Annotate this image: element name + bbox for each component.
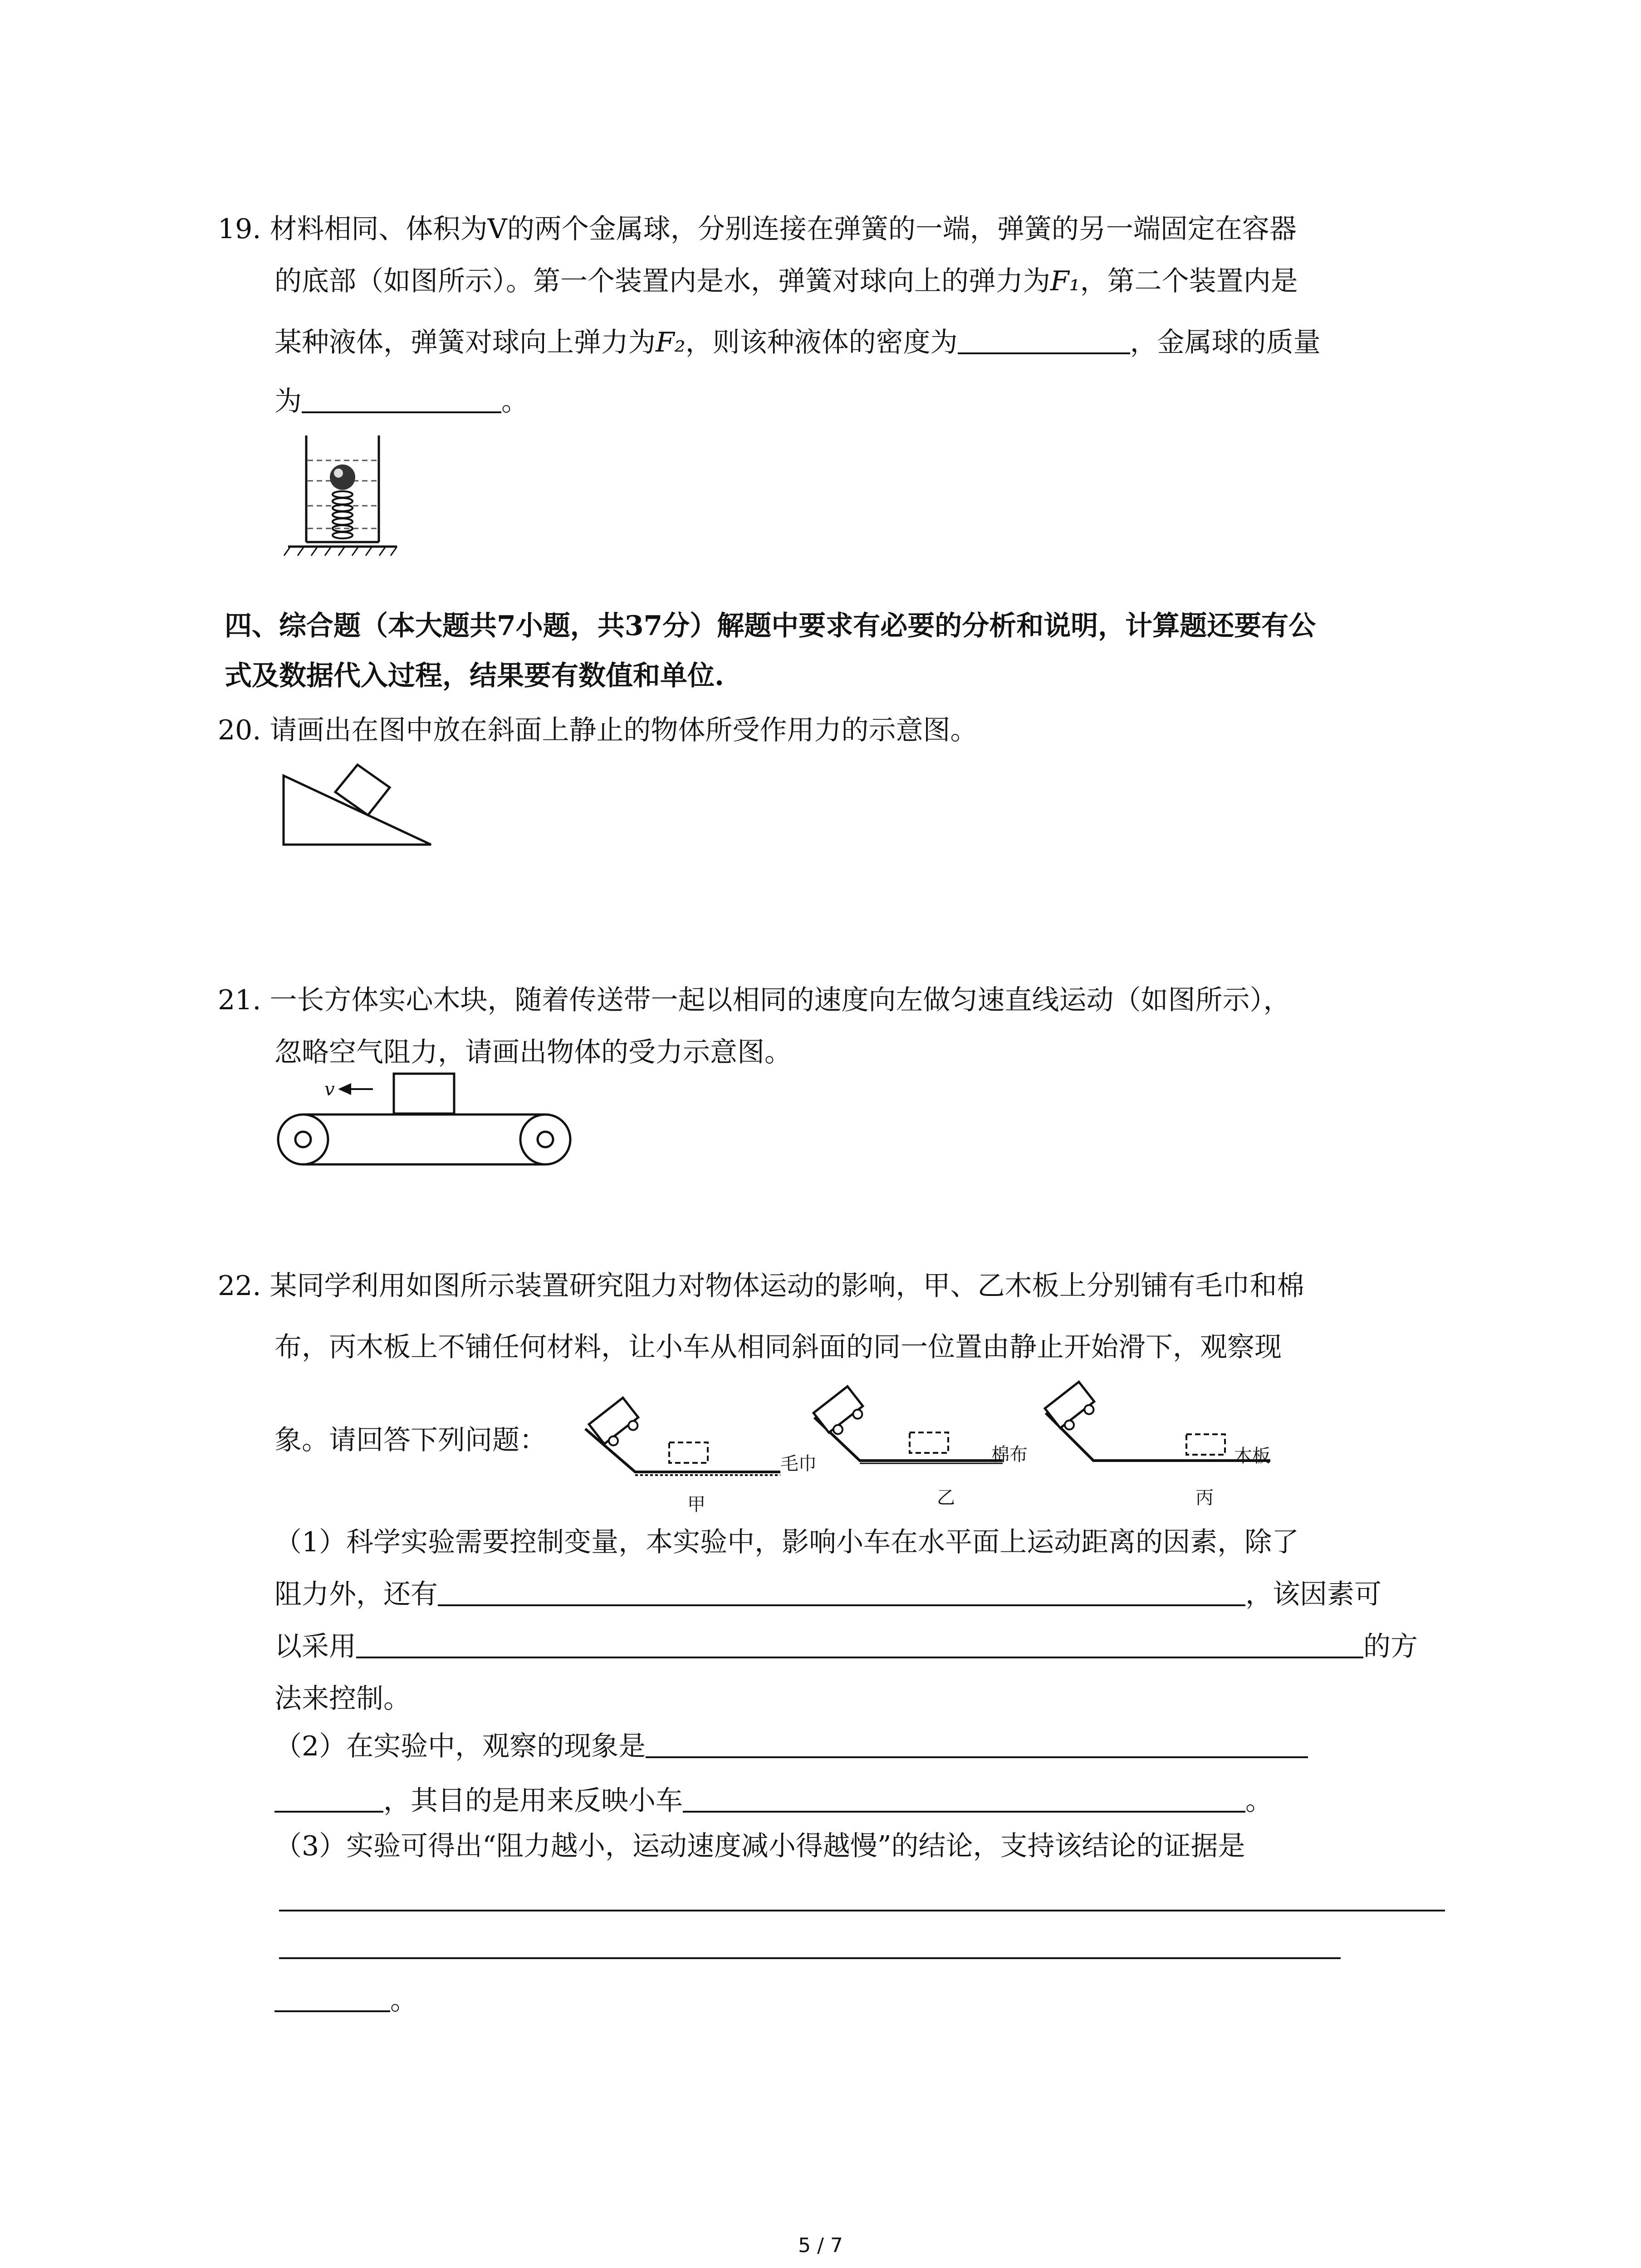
q22-p1-line-1: （1）科学实验需要控制变量，本实验中，影响小车在水平面上运动距离的因素，除了 bbox=[274, 1526, 1299, 1558]
q22-p1-line-3 bbox=[274, 1628, 1418, 1665]
q22-p2-line-1a: （2）在实验中，观察的现象是 bbox=[274, 1730, 646, 1762]
q19-mass-blank[interactable] bbox=[302, 384, 501, 413]
q19-line-2a: 的底部（如图所示）。第一个装置内是水，弹簧对球向上的弹力为 bbox=[274, 265, 1050, 297]
q19-density-blank[interactable] bbox=[958, 325, 1130, 354]
q22-p3-answer-line-3[interactable] bbox=[274, 1983, 390, 2012]
q19-container-figure bbox=[281, 426, 399, 562]
q22-p1-line-3b: 的方 bbox=[1363, 1631, 1418, 1662]
q22-p1-line-2 bbox=[274, 1576, 1381, 1613]
q21-velocity-label: v bbox=[324, 1079, 335, 1100]
q22-p2-line-1 bbox=[274, 1728, 1308, 1765]
q22-p1-line-2a: 阻力外，还有 bbox=[274, 1579, 438, 1610]
q20-incline-figure bbox=[279, 744, 442, 853]
q19-line-4b: 。 bbox=[501, 386, 529, 417]
section4-heading-line-1: 四、综合题（本大题共7小题，共37分）解题中要求有必要的分析和说明，计算题还要有公 bbox=[225, 610, 1316, 642]
q22-setup-yi bbox=[813, 1386, 1028, 1508]
page-number: 5 / 7 bbox=[798, 2234, 843, 2257]
q22-label-maojin: 毛巾 bbox=[780, 1453, 817, 1474]
q22-p1-line-3a: 以采用 bbox=[274, 1631, 356, 1662]
q22-p2-line-2a: ，其目的是用来反映小车 bbox=[383, 1785, 683, 1817]
q21-line-1: 21. 一长方体实心木块，随着传送带一起以相同的速度向左做匀速直线运动（如图所示）， bbox=[218, 984, 1291, 1016]
q19-var-f2: F₂ bbox=[656, 327, 686, 358]
q22-label-mianbu: 棉布 bbox=[991, 1444, 1028, 1465]
q22-inclines-figure bbox=[567, 1379, 1320, 1529]
q22-p2-reflect-blank[interactable] bbox=[683, 1784, 1245, 1813]
q22-p3-answer-line-1[interactable] bbox=[279, 1910, 1445, 1911]
q22-p3-line-end bbox=[274, 1982, 417, 2019]
q19-line-3 bbox=[274, 324, 1321, 361]
q22-setup-bing bbox=[1045, 1382, 1270, 1508]
q22-p3-line-1: （3）实验可得出“阻力越小，运动速度减小得越慢”的结论，支持该结论的证据是 bbox=[274, 1830, 1245, 1862]
q22-label-jia: 甲 bbox=[687, 1494, 705, 1515]
q22-p2-phenomenon-blank-cont[interactable] bbox=[274, 1784, 383, 1813]
q22-label-muban: 木板 bbox=[1234, 1446, 1270, 1466]
q22-p3-answer-line-2[interactable] bbox=[279, 1957, 1341, 1959]
q22-line-2: 布，丙木板上不铺任何材料，让小车从相同斜面的同一位置由静止开始滑下，观察现 bbox=[274, 1331, 1282, 1363]
section4-heading-line-2: 式及数据代入过程，结果要有数值和单位. bbox=[225, 660, 724, 692]
q22-p1-line-4: 法来控制。 bbox=[274, 1683, 411, 1715]
q21-conveyor-figure bbox=[277, 1068, 576, 1182]
q22-p2-line-2 bbox=[274, 1783, 1273, 1819]
q19-var-f1: F₁ bbox=[1050, 265, 1080, 297]
q22-setup-jia bbox=[585, 1398, 817, 1515]
q22-p1-method-blank[interactable] bbox=[356, 1629, 1363, 1658]
q22-p2-phenomenon-blank[interactable] bbox=[646, 1729, 1308, 1758]
q22-p3-end: 。 bbox=[390, 1984, 417, 2016]
q22-p1-line-2b: ，该因素可 bbox=[1245, 1579, 1381, 1610]
q19-line-2c: ，第二个装置内是 bbox=[1080, 265, 1298, 297]
q22-label-bing: 丙 bbox=[1195, 1487, 1214, 1508]
q19-line-3a: 某种液体，弹簧对球向上弹力为 bbox=[274, 327, 656, 358]
q19-line-3d: ，金属球的质量 bbox=[1130, 327, 1321, 358]
q19-line-1: 19. 材料相同、体积为V的两个金属球，分别连接在弹簧的一端，弹簧的另一端固定在容器 bbox=[218, 213, 1297, 245]
q19-line-4 bbox=[274, 383, 529, 420]
q22-p2-line-2b: 。 bbox=[1245, 1785, 1273, 1817]
q22-label-yi: 乙 bbox=[937, 1487, 955, 1508]
q22-line-3: 象。请回答下列问题： bbox=[274, 1424, 547, 1456]
q21-line-2: 忽略空气阻力，请画出物体的受力示意图。 bbox=[274, 1036, 792, 1068]
q22-p1-factor-blank[interactable] bbox=[438, 1577, 1245, 1606]
q20-line-1: 20. 请画出在图中放在斜面上静止的物体所受作用力的示意图。 bbox=[218, 714, 978, 746]
q19-line-3c: ，则该种液体的密度为 bbox=[685, 327, 958, 358]
q19-line-4a: 为 bbox=[274, 386, 302, 417]
q22-line-1: 22. 某同学利用如图所示装置研究阻力对物体运动的影响，甲、乙木板上分别铺有毛巾和棉 bbox=[218, 1270, 1304, 1302]
q19-line-2 bbox=[274, 263, 1298, 299]
